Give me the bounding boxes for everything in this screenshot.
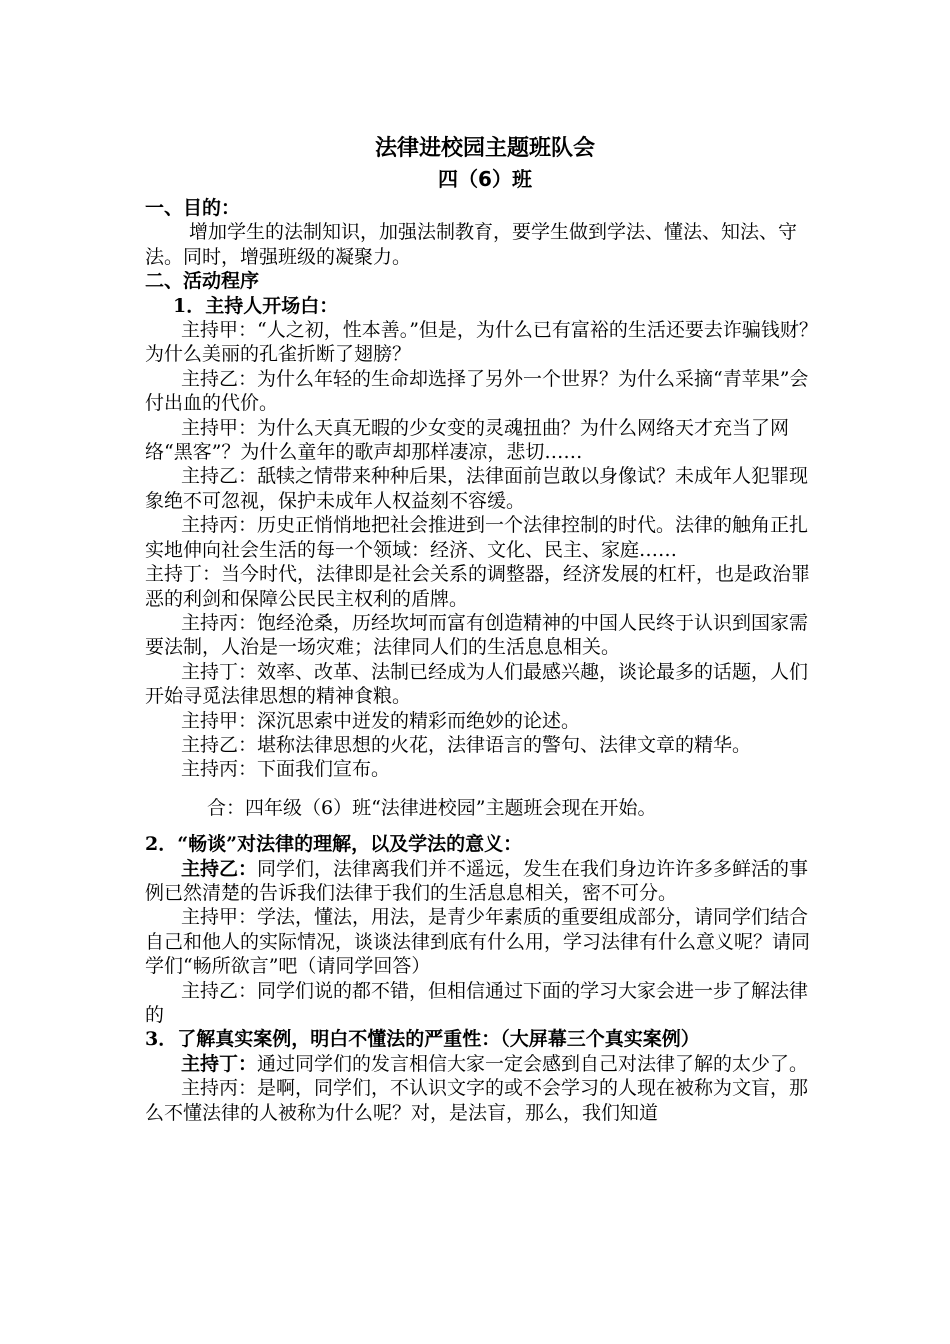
step3-heading: 3．了解真实案例，明白不懂法的严重性：（大屏幕三个真实案例） — [145, 1028, 700, 1051]
paragraph — [145, 857, 825, 906]
paragraph — [145, 1052, 825, 1076]
paragraph: 主持丙：下面我们宣布。 — [181, 758, 391, 781]
paragraph: 主持甲：“人之初，性本善。”但是，为什么已有富裕的生活还要去诈骗钱财？为什么美丽的孔雀折断了翅膀？ — [145, 319, 818, 366]
paragraph-text: 同学们，法律离我们并不遥远，发生在我们身边许许多多鲜活的事例已然清楚的告诉我们法律于我们的生活息息相关，密不可分。 — [145, 857, 809, 904]
paragraph: 主持甲：为什么天真无暇的少女变的灵魂扭曲？为什么网络天才充当了网络“黑客”？为什么童年的歌声却那样凄凉，悲切…… — [145, 416, 790, 464]
paragraph: 主持丁：当今时代，法律即是社会关系的调整器，经济发展的杠杆，也是政治罪恶的利剑和保障公民民主权利的盾牌。 — [145, 563, 811, 610]
step1-heading: 1．主持人开场白： — [173, 294, 339, 317]
paragraph: 主持丙：历史正悄悄地把社会推进到一个法律控制的时代。法律的触角正扎实地伸向社会生活的每一个领域：经济、文化、民主、家庭…… — [145, 514, 809, 561]
paragraph: 主持乙：为什么年轻的生命却选择了另外一个世界？为什么采摘“青苹果”会付出血的代价。 — [145, 367, 809, 415]
paragraph-text: 通过同学们的发言相信大家一定会感到自己对法律了解的太少了。 — [257, 1052, 809, 1075]
step2-heading: 2．“畅谈”对法律的理解，以及学法的意义： — [145, 833, 523, 856]
document-subtitle: 四（6）班 — [438, 167, 532, 191]
paragraph: 主持乙：同学们说的都不错，但相信通过下面的学习大家会进一步了解法律的 — [145, 979, 809, 1026]
speaker-label: 主持乙： — [181, 857, 258, 880]
opening-announcement: 合：四年级（6）班“法律进校园”主题班会现在开始。 — [207, 796, 657, 819]
paragraph: 主持丁：效率、改革、法制已经成为人们最感兴趣，谈论最多的话题，人们开始寻觅法律思想的精神食粮。 — [145, 660, 809, 708]
purpose-paragraph: 增加学生的法制知识，加强法制教育，要学生做到学法、懂法、知法、守法。同时，增强班级的凝聚力。 — [145, 221, 798, 268]
document-page — [145, 128, 825, 1125]
paragraph: 主持乙：堪称法律思想的火花，法律语言的警句、法律文章的精华。 — [181, 733, 752, 756]
paragraph: 主持乙：舐犊之情带来种种后果，法律面前岂敢以身像试？未成年人犯罪现象绝不可忽视，保护未成年人权益刻不容缓。 — [145, 465, 809, 512]
section-heading-program: 二、活动程序 — [145, 270, 260, 293]
document-title: 法律进校园主题班队会 — [374, 136, 595, 161]
section-heading-purpose: 一、目的： — [145, 197, 241, 219]
speaker-label: 主持丁： — [181, 1052, 258, 1075]
paragraph: 主持甲：深沉思索中迸发的精彩而绝妙的论述。 — [181, 709, 581, 732]
paragraph: 主持丙：是啊，同学们，不认识文字的或不会学习的人现在被称为文盲，那么不懂法律的人被称为什么呢？对，是法盲，那么，我们知道 — [145, 1077, 809, 1124]
paragraph: 主持丙：饱经沧桑，历经坎坷而富有创造精神的中国人民终于认识到国家需要法制，人治是一场灾难；法律同人们的生活息息相关。 — [145, 611, 809, 659]
paragraph: 主持甲：学法，懂法，用法，是青少年素质的重要组成部分，请同学们结合自己和他人的实际情况，谈谈法律到底有什么用，学习法律有什么意义呢？请同学们“畅所欲言”吧（请同学回答） — [145, 906, 811, 978]
